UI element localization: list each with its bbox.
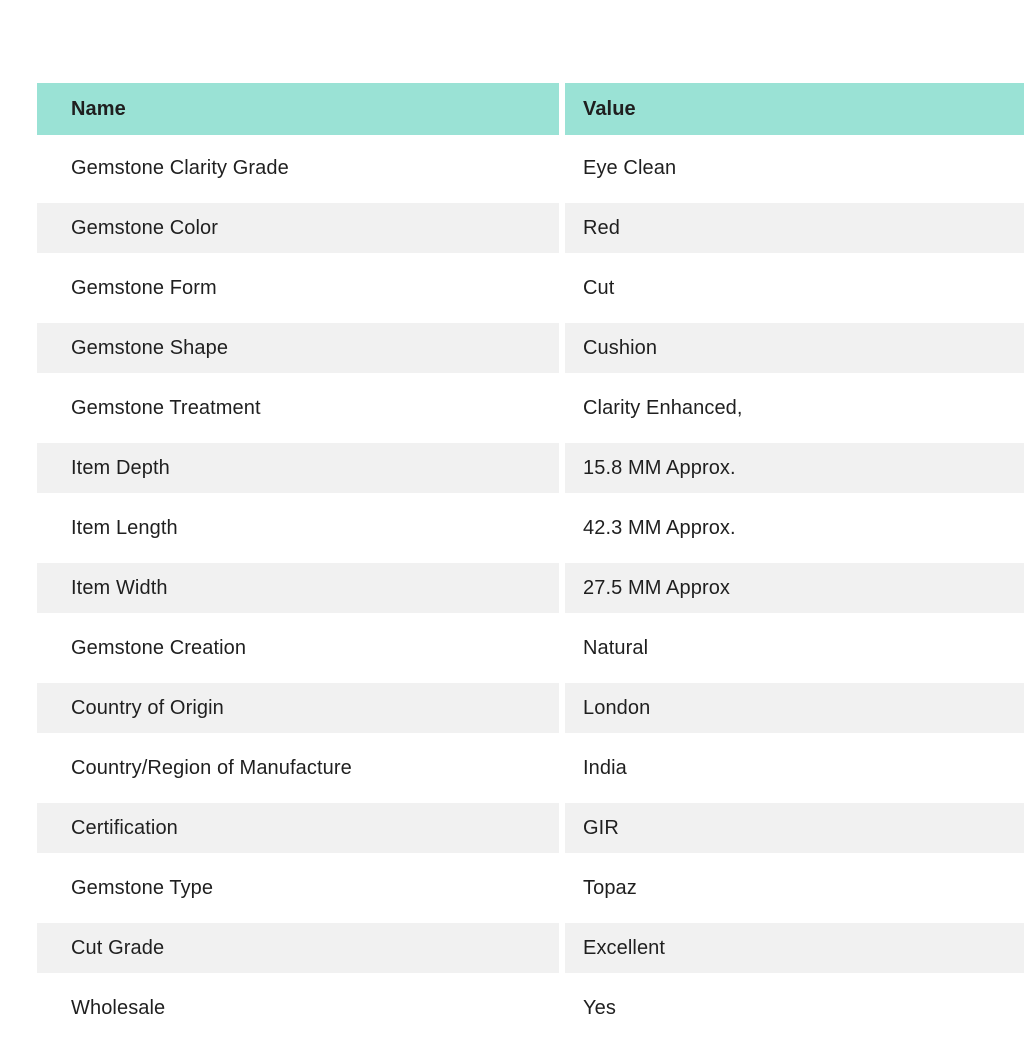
row-name-cell: Gemstone Shape xyxy=(37,318,562,378)
table-body xyxy=(37,139,1024,1038)
row-name-cell: Item Length xyxy=(37,498,562,558)
table-row xyxy=(37,139,1024,198)
table-row xyxy=(37,558,1024,618)
table-header xyxy=(37,83,1024,139)
header-cell-name: Name xyxy=(37,83,562,139)
row-name-cell: Country/Region of Manufacture xyxy=(37,738,562,798)
table-row xyxy=(37,978,1024,1038)
row-name-cell: Item Depth xyxy=(37,438,562,498)
row-name-cell: Gemstone Creation xyxy=(37,618,562,678)
row-name-cell: Wholesale xyxy=(37,978,562,1038)
row-value-cell: 42.3 MM Approx. xyxy=(562,498,1024,558)
row-value-cell: Natural xyxy=(562,618,1024,678)
table-row xyxy=(37,798,1024,858)
table-row xyxy=(37,738,1024,798)
row-value-cell: Cushion xyxy=(562,318,1024,378)
row-name-cell: Gemstone Type xyxy=(37,858,562,918)
table-row xyxy=(37,318,1024,378)
item-specifics-table xyxy=(37,83,1000,1043)
row-name-cell: Country of Origin xyxy=(37,678,562,738)
row-value-cell: Eye Clean xyxy=(562,139,1024,198)
row-name-cell: Gemstone Form xyxy=(37,258,562,318)
row-value-cell: Red xyxy=(562,198,1024,258)
header-row xyxy=(37,83,1024,139)
table-row xyxy=(37,438,1024,498)
row-name-cell: Gemstone Treatment xyxy=(37,378,562,438)
table-row xyxy=(37,918,1024,978)
table-row xyxy=(37,258,1024,318)
table-row xyxy=(37,618,1024,678)
row-value-cell: London xyxy=(562,678,1024,738)
row-value-cell: 15.8 MM Approx. xyxy=(562,438,1024,498)
row-name-cell: Gemstone Color xyxy=(37,198,562,258)
row-value-cell: Clarity Enhanced, xyxy=(562,378,1024,438)
header-cell-value: Value xyxy=(562,83,1024,139)
row-value-cell: Yes xyxy=(562,978,1024,1038)
row-value-cell: 27.5 MM Approx xyxy=(562,558,1024,618)
table-row xyxy=(37,858,1024,918)
row-name-cell: Certification xyxy=(37,798,562,858)
row-name-cell: Cut Grade xyxy=(37,918,562,978)
row-name-cell: Item Width xyxy=(37,558,562,618)
row-value-cell: Cut xyxy=(562,258,1024,318)
table-row xyxy=(37,678,1024,738)
table-row xyxy=(37,198,1024,258)
row-value-cell: GIR xyxy=(562,798,1024,858)
row-value-cell: Excellent xyxy=(562,918,1024,978)
table-row xyxy=(37,378,1024,438)
spec-table xyxy=(37,83,1024,1043)
table-row xyxy=(37,498,1024,558)
row-value-cell: Topaz xyxy=(562,858,1024,918)
row-name-cell: Gemstone Clarity Grade xyxy=(37,139,562,198)
row-value-cell: India xyxy=(562,738,1024,798)
